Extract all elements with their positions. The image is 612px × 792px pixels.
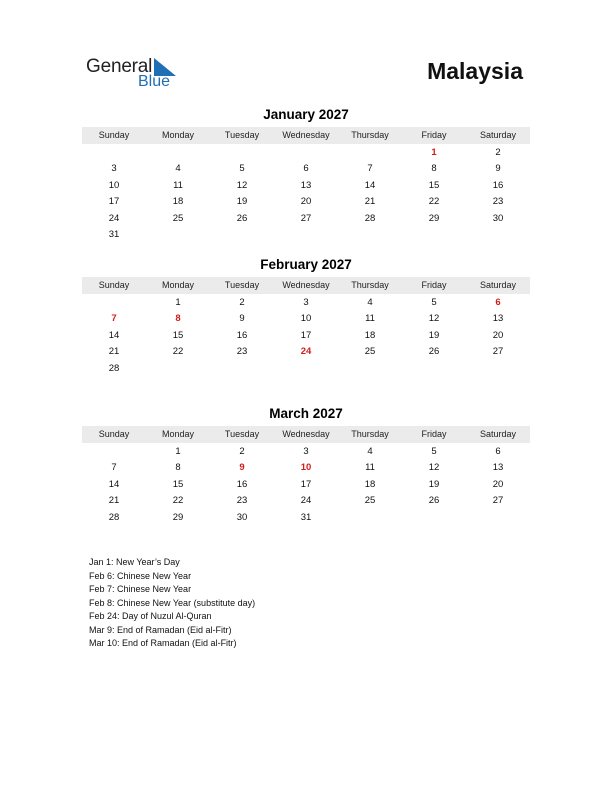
weekday-label: Thursday <box>351 280 389 290</box>
day-cell: 7 <box>111 313 117 325</box>
weekday-label: Sunday <box>98 130 130 140</box>
day-cell: 15 <box>172 329 184 341</box>
holiday-item: Feb 24: Day of Nuzul Al-Quran <box>89 611 212 621</box>
country-title: Malaysia <box>427 58 523 84</box>
weekday-label: Thursday <box>351 130 389 140</box>
day-cell: 1 <box>175 296 181 308</box>
empty-day-cell <box>338 145 402 162</box>
holiday-item: Mar 10: End of Ramadan (Eid al-Fitr) <box>89 638 237 648</box>
day-cell: 17 <box>108 196 120 208</box>
day-cell: 5 <box>431 296 437 308</box>
day-cell: 4 <box>367 445 373 457</box>
day-cell: 25 <box>172 212 184 224</box>
empty-day-cell <box>466 227 530 244</box>
empty-day-cell <box>146 145 210 162</box>
day-cell: 6 <box>495 445 501 457</box>
weekday-label: Wednesday <box>282 130 330 140</box>
day-cell: 27 <box>492 495 504 507</box>
day-cell: 15 <box>428 179 440 191</box>
day-cell: 21 <box>108 346 120 358</box>
day-cell: 11 <box>173 179 183 191</box>
weekday-label: Saturday <box>479 429 517 439</box>
day-cell: 6 <box>303 163 309 175</box>
day-cell: 9 <box>495 163 501 175</box>
weekday-label: Wednesday <box>282 429 330 439</box>
empty-day-cell <box>146 361 210 378</box>
day-cell: 13 <box>300 179 312 191</box>
day-cell: 19 <box>428 478 440 490</box>
empty-day-cell <box>466 510 530 527</box>
weekday-label: Monday <box>161 280 195 290</box>
calendar-march <box>82 405 530 526</box>
day-cell: 16 <box>236 329 248 341</box>
day-cell: 19 <box>428 329 440 341</box>
day-cell: 9 <box>239 462 245 474</box>
weekday-label: Monday <box>161 130 195 140</box>
holiday-item: Mar 9: End of Ramadan (Eid al-Fitr) <box>89 624 232 635</box>
day-cell: 19 <box>236 196 248 208</box>
generalblue-logo <box>86 54 186 94</box>
day-cell: 18 <box>364 329 376 341</box>
week-row <box>82 361 530 378</box>
day-cell: 22 <box>172 346 184 358</box>
month-title: March 2027 <box>269 406 343 421</box>
day-cell: 7 <box>111 462 117 474</box>
weekday-label: Saturday <box>479 130 517 140</box>
day-cell: 7 <box>367 163 373 175</box>
day-cell: 24 <box>300 346 312 358</box>
weekday-label: Monday <box>161 429 195 439</box>
week-row <box>82 161 530 178</box>
day-cell: 27 <box>492 346 504 358</box>
day-cell: 28 <box>108 362 120 374</box>
empty-day-cell <box>274 361 338 378</box>
day-cell: 16 <box>492 179 504 191</box>
empty-day-cell <box>402 510 466 527</box>
day-cell: 2 <box>495 146 501 158</box>
calendar-january <box>82 106 530 244</box>
week-row <box>82 344 530 361</box>
week-row <box>82 444 530 461</box>
empty-day-cell <box>210 361 274 378</box>
day-cell: 8 <box>175 462 181 474</box>
day-cell: 10 <box>300 462 312 474</box>
day-cell: 17 <box>300 478 312 490</box>
weekday-header <box>82 426 530 443</box>
day-cell: 10 <box>300 313 312 325</box>
weekday-label: Tuesday <box>224 429 260 439</box>
day-cell: 20 <box>492 329 504 341</box>
empty-day-cell <box>338 361 402 378</box>
day-cell: 14 <box>364 179 376 191</box>
day-cell: 23 <box>236 346 248 358</box>
day-cell: 14 <box>108 478 120 490</box>
day-cell: 4 <box>367 296 373 308</box>
day-cell: 27 <box>300 212 312 224</box>
day-cell: 8 <box>431 163 437 175</box>
day-cell: 23 <box>236 495 248 507</box>
day-cell: 10 <box>108 179 120 191</box>
day-cell: 11 <box>365 313 375 325</box>
day-cell: 12 <box>428 313 440 325</box>
week-row <box>82 328 530 345</box>
week-row <box>82 211 530 228</box>
day-cell: 20 <box>300 196 312 208</box>
weekday-label: Thursday <box>351 429 389 439</box>
day-cell: 21 <box>364 196 376 208</box>
weekday-header <box>82 277 530 294</box>
empty-day-cell <box>338 510 402 527</box>
weekday-label: Sunday <box>98 429 130 439</box>
day-cell: 31 <box>300 511 312 523</box>
empty-day-cell <box>274 227 338 244</box>
week-row <box>82 311 530 328</box>
week-row <box>82 460 530 477</box>
weekday-label: Friday <box>421 130 447 140</box>
empty-day-cell <box>82 295 146 312</box>
day-cell: 31 <box>108 229 120 241</box>
day-cell: 14 <box>108 329 120 341</box>
day-cell: 3 <box>303 296 309 308</box>
empty-day-cell <box>146 227 210 244</box>
day-cell: 17 <box>300 329 312 341</box>
weekday-label: Saturday <box>479 280 517 290</box>
day-cell: 28 <box>364 212 376 224</box>
weekday-label: Sunday <box>98 280 130 290</box>
week-row <box>82 477 530 494</box>
day-cell: 2 <box>239 296 245 308</box>
logo-text-blue: Blue <box>138 73 171 90</box>
week-row <box>82 510 530 527</box>
day-cell: 8 <box>175 313 181 325</box>
holiday-item: Feb 8: Chinese New Year (substitute day) <box>89 597 256 608</box>
day-cell: 3 <box>303 445 309 457</box>
day-cell: 24 <box>300 495 312 507</box>
week-row <box>82 145 530 162</box>
holiday-item: Feb 6: Chinese New Year <box>89 570 192 581</box>
day-cell: 1 <box>175 445 181 457</box>
empty-day-cell <box>210 145 274 162</box>
week-row <box>82 178 530 195</box>
day-cell: 6 <box>495 296 501 308</box>
week-row <box>82 295 530 312</box>
day-cell: 22 <box>172 495 184 507</box>
day-cell: 13 <box>492 462 504 474</box>
day-cell: 29 <box>172 511 184 523</box>
day-cell: 11 <box>365 462 375 474</box>
day-cell: 1 <box>431 146 437 158</box>
day-cell: 9 <box>239 313 245 325</box>
empty-day-cell <box>210 227 274 244</box>
day-cell: 30 <box>492 212 504 224</box>
weekday-label: Wednesday <box>282 280 330 290</box>
empty-day-cell <box>338 227 402 244</box>
day-cell: 23 <box>492 196 504 208</box>
day-cell: 5 <box>239 163 245 175</box>
day-cell: 25 <box>364 346 376 358</box>
day-cell: 21 <box>108 495 120 507</box>
weekday-label: Tuesday <box>224 130 260 140</box>
day-cell: 4 <box>175 163 181 175</box>
empty-day-cell <box>402 361 466 378</box>
empty-day-cell <box>82 145 146 162</box>
day-cell: 25 <box>364 495 376 507</box>
empty-day-cell <box>466 361 530 378</box>
day-cell: 26 <box>236 212 248 224</box>
day-cell: 13 <box>492 313 504 325</box>
day-cell: 28 <box>108 511 120 523</box>
holiday-list <box>89 556 255 651</box>
week-row <box>82 227 530 244</box>
empty-day-cell <box>274 145 338 162</box>
day-cell: 3 <box>111 163 117 175</box>
empty-day-cell <box>402 227 466 244</box>
weekday-header <box>82 127 530 144</box>
day-cell: 22 <box>428 196 440 208</box>
day-cell: 16 <box>236 478 248 490</box>
weekday-label: Tuesday <box>224 280 260 290</box>
holiday-item: Jan 1: New Year’s Day <box>89 557 180 567</box>
month-title: January 2027 <box>263 107 349 122</box>
holiday-item: Feb 7: Chinese New Year <box>89 584 192 594</box>
day-cell: 18 <box>364 478 376 490</box>
calendar-february <box>82 256 530 377</box>
day-cell: 15 <box>172 478 184 490</box>
day-cell: 18 <box>172 196 184 208</box>
weekday-label: Friday <box>421 280 447 290</box>
empty-day-cell <box>82 444 146 461</box>
week-row <box>82 493 530 510</box>
week-row <box>82 194 530 211</box>
day-cell: 29 <box>428 212 440 224</box>
day-cell: 26 <box>428 346 440 358</box>
day-cell: 5 <box>431 445 437 457</box>
month-title: February 2027 <box>260 257 352 272</box>
day-cell: 2 <box>239 445 245 457</box>
day-cell: 26 <box>428 495 440 507</box>
weekday-label: Friday <box>421 429 447 439</box>
day-cell: 12 <box>428 462 440 474</box>
day-cell: 12 <box>236 179 248 191</box>
day-cell: 20 <box>492 478 504 490</box>
day-cell: 24 <box>108 212 120 224</box>
logo-text-general: General <box>86 56 153 77</box>
day-cell: 30 <box>236 511 248 523</box>
